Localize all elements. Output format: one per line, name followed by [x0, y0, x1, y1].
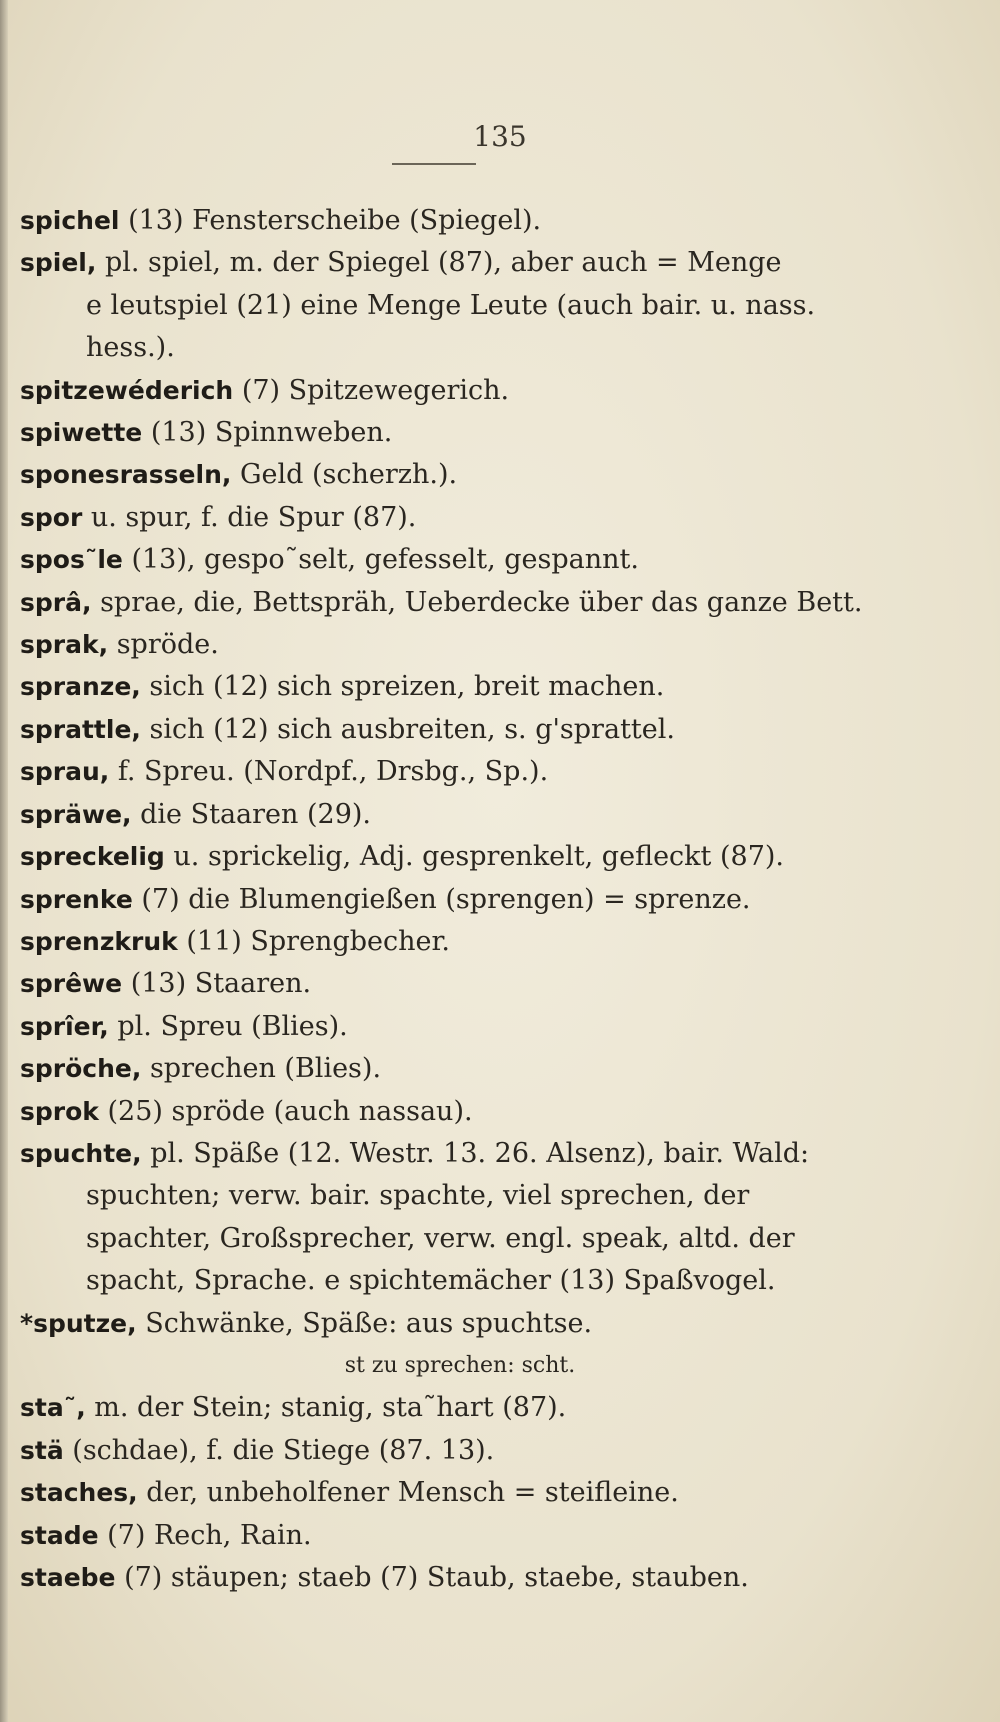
entry-definition: pl. Späße (12. Westr. 13. 26. Alsenz), bair. Wald: — [141, 1137, 810, 1169]
entry-headword: sprattle, — [20, 714, 141, 744]
dictionary-entry — [20, 1133, 900, 1175]
entry-headword: sprenke — [20, 884, 133, 914]
dictionary-entry — [20, 370, 900, 412]
dictionary-entry — [20, 921, 900, 963]
page-spine-shadow — [0, 0, 8, 1722]
entry-headword: spreckelig — [20, 842, 165, 872]
entry-definition: sich (12) sich ausbreiten, s. g'sprattel. — [140, 713, 675, 745]
entry-headword: spitzewéderich — [20, 375, 234, 405]
entry-definition: (25) spröde (auch nassau). — [98, 1095, 473, 1127]
entry-headword: sprak, — [20, 630, 109, 660]
dictionary-entry — [20, 624, 900, 666]
dictionary-entry — [20, 1006, 900, 1048]
entry-definition: sprechen (Blies). — [141, 1053, 382, 1085]
entry-headword: stä — [20, 1435, 64, 1465]
entry-definition: Schwänke, Späße: aus spuchtse. — [136, 1307, 593, 1339]
entry-headword: spor — [20, 502, 83, 532]
entry-definition: spröde. — [108, 629, 219, 661]
entry-headword: spräwe, — [20, 799, 132, 829]
entry-headword: staches, — [20, 1478, 138, 1508]
dictionary-entry — [20, 539, 900, 581]
entry-continuation — [20, 327, 900, 369]
entry-headword: sta˜, — [20, 1393, 86, 1423]
entry-definition: pl. Spreu (Blies). — [108, 1010, 348, 1042]
entry-definition: spachter, Großsprecher, verw. engl. speak, altd. der — [86, 1222, 795, 1254]
entry-definition: (schdae), f. die Stiege (87. 13). — [63, 1434, 495, 1466]
entry-continuation — [20, 285, 900, 327]
entry-definition: (13) Spinnweben. — [142, 417, 393, 449]
dictionary-entry — [20, 1048, 900, 1090]
entry-headword: sprêwe — [20, 969, 123, 999]
entry-headword: spröche, — [20, 1054, 142, 1084]
entry-definition: spuchten; verw. bair. spachte, viel sprechen, der — [86, 1180, 750, 1212]
dictionary-entries — [20, 200, 900, 1599]
entry-definition: Geld (scherzh.). — [231, 459, 458, 491]
entry-definition: (11) Sprengbecher. — [177, 925, 450, 957]
dictionary-entry — [20, 963, 900, 1005]
entry-headword: spiwette — [20, 418, 143, 448]
entry-definition: u. sprickelig, Adj. gesprenkelt, gefleckt (87). — [164, 841, 784, 873]
entry-headword: spos˜le — [20, 545, 123, 575]
dictionary-entry — [20, 1472, 900, 1514]
entry-continuation — [20, 1218, 900, 1260]
entry-definition: (13) Fensterscheibe (Spiegel). — [119, 205, 542, 236]
entry-continuation — [20, 1175, 900, 1217]
dictionary-entry — [20, 200, 900, 242]
entry-definition: pl. spiel, m. der Spiegel (87), aber auch = Menge — [96, 247, 782, 279]
dictionary-entry — [20, 1515, 900, 1557]
entry-definition: (7) Rech, Rain. — [98, 1519, 312, 1551]
dictionary-entry — [20, 666, 900, 708]
dictionary-entry — [20, 1430, 900, 1472]
entry-headword: stade — [20, 1520, 99, 1550]
dictionary-entry — [20, 709, 900, 751]
page-number-rule — [392, 163, 476, 165]
section-note — [20, 1345, 900, 1387]
entry-headword: sprau, — [20, 757, 110, 787]
entry-definition: (13), gespo˜selt, gefesselt, gespannt. — [122, 544, 639, 576]
entry-headword: spuchte, — [20, 1138, 142, 1168]
entry-headword: sprîer, — [20, 1011, 109, 1041]
dictionary-entry — [20, 582, 900, 624]
dictionary-entry — [20, 1303, 900, 1345]
entry-definition: (13) Staaren. — [122, 968, 312, 1000]
entry-headword: sprâ, — [20, 587, 92, 617]
entry-definition: f. Spreu. (Nordpf., Drsbg., Sp.). — [109, 756, 549, 788]
entry-headword: spichel — [20, 206, 120, 235]
dictionary-entry — [20, 454, 900, 496]
dictionary-entry — [20, 794, 900, 836]
dictionary-entry — [20, 879, 900, 921]
entry-definition: sprae, die, Bettspräh, Ueberdecke über das ganze Bett. — [91, 586, 863, 618]
entry-definition: st zu sprechen: scht. — [344, 1352, 576, 1378]
dictionary-entry — [20, 497, 900, 539]
dictionary-entry — [20, 412, 900, 454]
dictionary-entry — [20, 1557, 900, 1599]
entry-headword: sprenzkruk — [20, 926, 178, 956]
entry-definition: e leutspiel (21) eine Menge Leute (auch bair. u. nass. — [86, 289, 816, 321]
entry-definition: hess.). — [86, 332, 175, 364]
entry-headword: sponesrasseln, — [20, 460, 232, 490]
dictionary-entry — [20, 751, 900, 793]
entry-definition: (7) Spitzewegerich. — [233, 374, 510, 406]
entry-headword: sprok — [20, 1096, 99, 1126]
entry-definition: (7) die Blumengießen (sprengen) = sprenze. — [132, 883, 751, 915]
entry-definition: (7) stäupen; staeb (7) Staub, staebe, stauben. — [115, 1562, 749, 1593]
entry-definition: u. spur, f. die Spur (87). — [82, 501, 417, 533]
dictionary-entry — [20, 836, 900, 878]
entry-definition: sich (12) sich spreizen, breit machen. — [140, 671, 665, 703]
page-number: 135 — [473, 120, 527, 153]
dictionary-entry — [20, 1091, 900, 1133]
dictionary-entry — [20, 1387, 900, 1429]
entry-definition: die Staaren (29). — [131, 798, 371, 830]
entry-headword: spiel, — [20, 248, 97, 278]
entry-headword: staebe — [20, 1563, 116, 1592]
entry-headword: *sputze, — [20, 1308, 137, 1338]
entry-definition: m. der Stein; stanig, sta˜hart (87). — [85, 1392, 567, 1424]
dictionary-entry — [20, 242, 900, 284]
entry-definition: spacht, Sprache. e spichtemächer (13) Spaßvogel. — [86, 1265, 776, 1297]
entry-headword: spranze, — [20, 672, 141, 702]
entry-continuation — [20, 1260, 900, 1302]
entry-definition: der, unbeholfener Mensch = steifleine. — [137, 1477, 679, 1509]
